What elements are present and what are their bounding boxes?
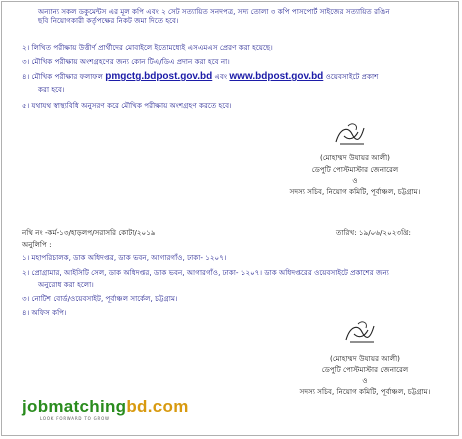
paragraph-line-2: ছবি নিয়োগকারী কর্তৃপক্ষের নিকট জমা দিতে হবে। [38,16,179,25]
copy-heading: অনুলিপি : [22,240,52,249]
signature-1-and: ও [352,176,358,185]
signature-2-and: ও [362,376,368,385]
watermark-tagline: LOOK FORWARD TO GROW [40,416,110,421]
item-4-text-d: করা হবে। [38,85,65,94]
bdpost-link[interactable]: www.bdpost.gov.bd [229,71,324,82]
copy-4-text: অফিস কপি। [31,308,67,317]
signature-2-name: (মোহাম্মদ উযায়র আলী) [330,354,400,363]
item-3 [22,57,230,66]
copy-2-number: ২। [22,268,30,277]
copy-2-text: প্রোগ্রামার, আইসিটি সেল, ডাক অধিদপ্তর, ডাক ভবন, আগারগাঁও, ঢাকা- ১২০৭। ডাক অধিদপ্তরের ওয়েবসাইটে প্রকাশের জন্য [31,268,389,277]
copy-3 [22,294,178,303]
signature-2-image [340,318,380,348]
copy-1-number: ১। [22,253,30,262]
signature-1-role: সদস্য সচিব, নিয়োগ কমিটি, পূর্বাঞ্চল, চট্টগ্রাম। [289,187,421,196]
paragraph-line-1: অন্যান্য সকল ডকুমেন্টস এর মূল কপি এবং ২ সেট সত্যায়িত সনদপত্র, সদ্য তোলা ৩ কপি পাসপোর্ট সাইজের সত্যায়িত রঙিন [38,7,390,16]
item-3-number: ৩। [22,57,30,66]
memo-date: তারিখ: ১৯/০৬/২০২৩খ্রি: [336,228,411,237]
memo-reference: নথি নং -কর্ম-১৩/হাড়লপ/সরাসরি কোটা/২০১৯ [22,228,156,237]
item-2-text: লিখিত পরীক্ষায় উত্তীর্ণ প্রার্থীদের মোবাইলে ইতোমধ্যেই এসএমএস প্রেরণ করা হয়েছে। [31,43,273,52]
item-4 [22,71,378,83]
signature-1-image [330,120,370,150]
copy-4 [22,308,67,317]
item-5-number: ৫। [22,101,30,110]
item-5 [22,101,232,110]
copy-3-text: নোটিশ বোর্ড/ওয়েবসাইট, পূর্বাঞ্চল সার্কেল, চট্টগ্রাম। [31,294,178,303]
signature-2-role: সদস্য সচিব, নিয়োগ কমিটি, পূর্বাঞ্চল, চট্টগ্রাম। [299,387,431,396]
copy-2 [22,268,389,277]
item-4-number: ৪। [22,72,30,81]
copy-1 [22,253,226,262]
item-3-text: মৌখিক পরীক্ষায় অংশগ্রহণের জন্য কোন টিএ/ডিএ প্রদান করা হবে না। [31,57,230,66]
signature-1-designation: ডেপুটি পোস্টমাস্টার জেনারেল [311,165,399,174]
item-4-text-c: ওয়েবসাইটে প্রকাশ [325,72,379,81]
item-4-text-a: মৌখিক পরীক্ষার ফলাফল [31,72,103,81]
item-2 [22,43,273,52]
item-2-number: ২। [22,43,30,52]
signature-2-designation: ডেপুটি পোস্টমাস্টার জেনারেল [321,365,409,374]
item-4-text-b: এবং [214,72,228,81]
copy-3-number: ৩। [22,294,30,303]
item-5-text: যথাযথ স্বাস্থ্যবিধি অনুসরণ করে মৌখিক পরীক্ষায় অংশগ্রহণ করতে হবে। [31,101,232,110]
signature-1-name: (মোহাম্মদ উযায়র আলী) [320,153,390,162]
watermark-logo-part-2: bd.com [126,397,189,416]
watermark-logo [22,397,189,417]
copy-4-number: ৪। [22,308,30,317]
watermark-logo-part-1: jobmatching [22,397,127,416]
copy-2-text-line-2: অনুরোধ করা হলো। [38,280,94,289]
pmgctg-link[interactable]: pmgctg.bdpost.gov.bd [105,71,213,82]
copy-1-text: মহাপরিচালক, ডাক অধিদপ্তর, ডাক ভবন, আগারগাঁও, ঢাকা- ১২০৭। [31,253,227,262]
